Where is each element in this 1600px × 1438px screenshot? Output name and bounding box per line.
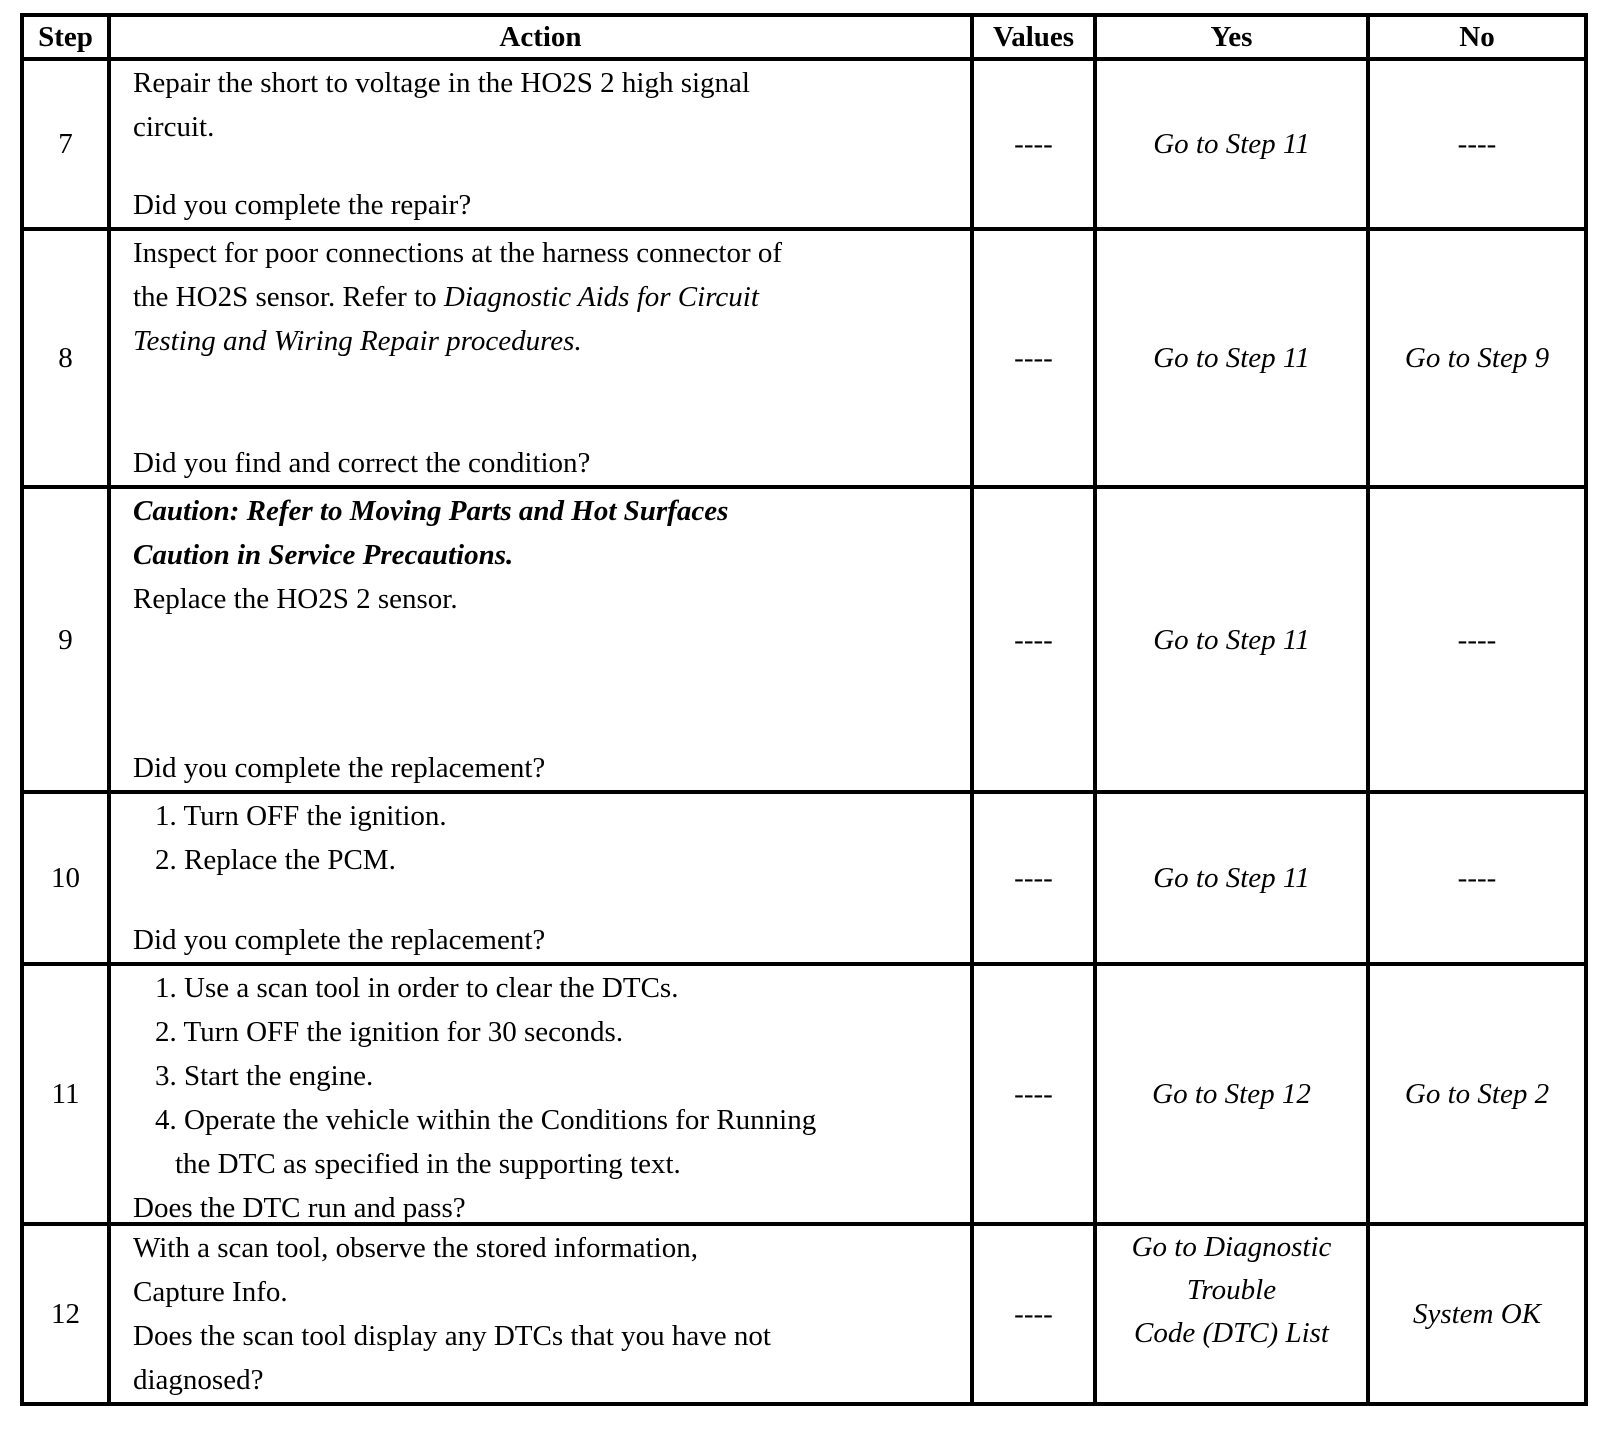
values-cell: ---- <box>972 964 1095 1224</box>
caution-text: Caution in Service Precautions. <box>133 539 514 571</box>
action-question: Does the DTC run and pass? <box>133 1192 466 1224</box>
reference-link: Testing and Wiring Repair procedures. <box>133 325 582 357</box>
list-item: 2. Replace the PCM. <box>155 844 396 876</box>
list-item: 1. Turn OFF the ignition. <box>155 800 447 832</box>
step-number: 12 <box>22 1224 109 1404</box>
action-text: Replace the HO2S 2 sensor. <box>133 583 458 615</box>
action-question: Did you complete the replacement? <box>133 752 546 784</box>
action-text: Repair the short to voltage in the HO2S 2 high signal <box>133 67 750 99</box>
no-cell: Go to Step 2 <box>1368 964 1586 1224</box>
action-text: With a scan tool, observe the stored information, <box>133 1232 698 1264</box>
yes-cell: Go to Step 11 <box>1095 487 1368 792</box>
reference-link: Diagnostic Aids for Circuit <box>443 281 759 313</box>
yes-cell: Go to Step 11 <box>1095 792 1368 964</box>
header-no: No <box>1368 15 1586 59</box>
caution-text: Caution: Refer to Moving Parts and Hot Surfaces <box>133 495 729 527</box>
action-question: Did you find and correct the condition? <box>133 447 591 479</box>
list-item: 3. Start the engine. <box>155 1060 374 1092</box>
no-cell: Go to Step 9 <box>1368 229 1586 487</box>
action-cell <box>109 229 972 487</box>
action-question: Did you complete the repair? <box>133 189 472 221</box>
diagnostic-table <box>20 13 1588 1406</box>
header-row <box>22 15 1586 59</box>
no-cell: System OK <box>1368 1224 1586 1404</box>
action-text: Capture Info. <box>133 1276 288 1308</box>
header-step: Step <box>22 15 109 59</box>
step-number: 11 <box>22 964 109 1224</box>
values-cell: ---- <box>972 1224 1095 1404</box>
table-row <box>22 792 1586 964</box>
values-cell: ---- <box>972 59 1095 229</box>
yes-cell: Go to Step 11 <box>1095 59 1368 229</box>
list-item: 2. Turn OFF the ignition for 30 seconds. <box>155 1016 624 1048</box>
no-cell: ---- <box>1368 487 1586 792</box>
yes-cell <box>1095 1224 1368 1404</box>
values-cell: ---- <box>972 229 1095 487</box>
action-text-plain: the HO2S sensor. Refer to <box>133 281 444 313</box>
yes-text: Trouble <box>1186 1274 1277 1306</box>
table-row <box>22 59 1586 229</box>
header-action: Action <box>109 15 972 59</box>
action-text: circuit. <box>133 111 215 143</box>
table-row <box>22 964 1586 1224</box>
list-item: 4. Operate the vehicle within the Conditions for Running <box>155 1104 817 1136</box>
yes-cell: Go to Step 11 <box>1095 229 1368 487</box>
yes-text: Go to Diagnostic <box>1131 1231 1332 1263</box>
action-cell <box>109 487 972 792</box>
table-row <box>22 487 1586 792</box>
action-cell <box>109 1224 972 1404</box>
values-cell: ---- <box>972 487 1095 792</box>
action-cell <box>109 59 972 229</box>
yes-cell: Go to Step 12 <box>1095 964 1368 1224</box>
yes-text: Code (DTC) List <box>1134 1317 1329 1349</box>
table-row <box>22 229 1586 487</box>
no-cell: ---- <box>1368 59 1586 229</box>
action-question: Did you complete the replacement? <box>133 924 546 956</box>
list-item-continuation: the DTC as specified in the supporting text. <box>175 1148 681 1180</box>
action-cell <box>109 964 972 1224</box>
step-number: 8 <box>22 229 109 487</box>
action-question: diagnosed? <box>133 1364 264 1396</box>
step-number: 10 <box>22 792 109 964</box>
step-number: 9 <box>22 487 109 792</box>
action-question: Does the scan tool display any DTCs that you have not <box>133 1320 771 1352</box>
action-text: Inspect for poor connections at the harness connector of <box>133 237 783 269</box>
header-values: Values <box>972 15 1095 59</box>
action-cell <box>109 792 972 964</box>
table-row <box>22 1224 1586 1404</box>
values-cell: ---- <box>972 792 1095 964</box>
step-number: 7 <box>22 59 109 229</box>
action-text <box>133 275 964 319</box>
header-yes: Yes <box>1095 15 1368 59</box>
no-cell: ---- <box>1368 792 1586 964</box>
list-item: 1. Use a scan tool in order to clear the DTCs. <box>155 972 679 1004</box>
